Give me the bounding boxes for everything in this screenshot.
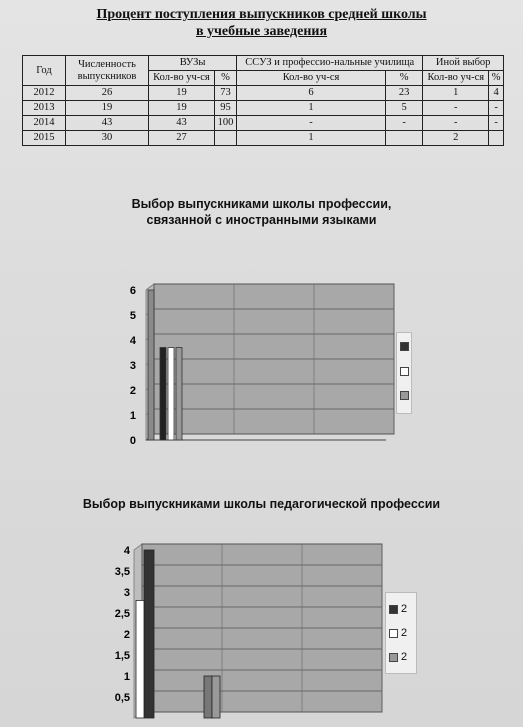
legend-swatch: [400, 342, 409, 351]
admissions-table: [22, 55, 504, 146]
cell-other-p: 4: [489, 86, 504, 101]
legend-item: 2: [389, 651, 407, 663]
cell-count: 26: [66, 86, 149, 101]
languages-chart: [110, 280, 400, 450]
bar: [204, 676, 212, 718]
legend-swatch: [400, 367, 409, 376]
table-row: [23, 86, 504, 101]
cell-other-n: 2: [423, 131, 489, 146]
chart2-title: Выбор выпускниками школы педагогической профессии: [82, 497, 441, 511]
cell-vuz-n: 19: [149, 86, 215, 101]
cell-vuz-p: 95: [214, 101, 236, 116]
cell-vuz-p: 100: [214, 116, 236, 131]
doc-title-line1: Процент поступления выпускников средней школы: [96, 7, 427, 22]
table-row: [23, 116, 504, 131]
cell-year: 2014: [23, 116, 66, 131]
cell-ssuz-p: 5: [385, 101, 422, 116]
header-count: Численность выпускников: [66, 56, 149, 86]
header-vuz: ВУЗы: [149, 56, 237, 71]
sub-ssuz-n: Кол-во уч-ся: [237, 71, 386, 86]
sub-vuz-n: Кол-во уч-ся: [149, 71, 215, 86]
y-tick-label: 1,5: [114, 650, 130, 662]
cell-vuz-n: 19: [149, 101, 215, 116]
table-header-row: [23, 56, 504, 71]
y-tick-label: 3: [123, 587, 130, 599]
bar: [160, 348, 166, 441]
y-tick-label: 2,5: [114, 608, 130, 620]
legend-item: 2: [389, 627, 407, 639]
y-tick-label: 6: [129, 285, 136, 297]
header-year: Год: [23, 56, 66, 86]
cell-year: 2012: [23, 86, 66, 101]
cell-other-n: -: [423, 101, 489, 116]
cell-other-n: 1: [423, 86, 489, 101]
bar: [144, 550, 154, 718]
cell-ssuz-n: 6: [237, 86, 386, 101]
cell-vuz-p: 73: [214, 86, 236, 101]
y-tick-label: 4: [123, 545, 130, 557]
cell-other-n: -: [423, 116, 489, 131]
table-row: [23, 101, 504, 116]
bar: [212, 676, 220, 718]
sub-other-n: Кол-во уч-ся: [423, 71, 489, 86]
cell-ssuz-n: 1: [237, 101, 386, 116]
y-tick-label: 5: [129, 310, 136, 322]
cell-other-p: -: [489, 101, 504, 116]
chart1-legend: [396, 332, 412, 414]
sub-other-p: %: [489, 71, 504, 86]
cell-count: 30: [66, 131, 149, 146]
y-tick-label: 1: [129, 410, 136, 422]
header-other: Иной выбор: [423, 56, 504, 71]
cell-vuz-n: 27: [149, 131, 215, 146]
cell-count: 43: [66, 116, 149, 131]
y-tick-label: 1: [123, 671, 130, 683]
chart2-legend: [385, 592, 417, 674]
sub-ssuz-p: %: [385, 71, 422, 86]
y-tick-label: 3,5: [114, 566, 130, 578]
cell-other-p: [489, 131, 504, 146]
bar: [168, 348, 174, 441]
legend-swatch: [400, 391, 409, 400]
cell-ssuz-p: [385, 131, 422, 146]
y-tick-label: 3: [129, 360, 136, 372]
legend-item: 2: [389, 603, 407, 615]
cell-year: 2015: [23, 131, 66, 146]
cell-vuz-p: [214, 131, 236, 146]
cell-year: 2013: [23, 101, 66, 116]
chart1-title-line2: связанной с иностранными языками: [146, 213, 377, 227]
cell-ssuz-n: -: [237, 116, 386, 131]
header-ssuz: ССУЗ и профессио-нальные училища: [237, 56, 423, 71]
bar: [176, 348, 182, 441]
cell-ssuz-n: 1: [237, 131, 386, 146]
cell-ssuz-p: -: [385, 116, 422, 131]
y-tick-label: 2: [129, 385, 136, 397]
cell-ssuz-p: 23: [385, 86, 422, 101]
bar: [136, 600, 144, 718]
chart1-title-line1: Выбор выпускниками школы профессии,: [131, 197, 392, 211]
pedagogy-chart: [100, 542, 390, 727]
cell-other-p: -: [489, 116, 504, 131]
y-tick-label: 2: [123, 629, 130, 641]
bar: [148, 290, 154, 440]
doc-title-line2: в учебные заведения: [195, 24, 328, 39]
table-row: [23, 131, 504, 146]
cell-count: 19: [66, 101, 149, 116]
y-tick-label: 0: [129, 435, 136, 447]
y-tick-label: 4: [129, 335, 136, 347]
sub-vuz-p: %: [214, 71, 236, 86]
y-tick-label: 0,5: [114, 692, 130, 704]
cell-vuz-n: 43: [149, 116, 215, 131]
